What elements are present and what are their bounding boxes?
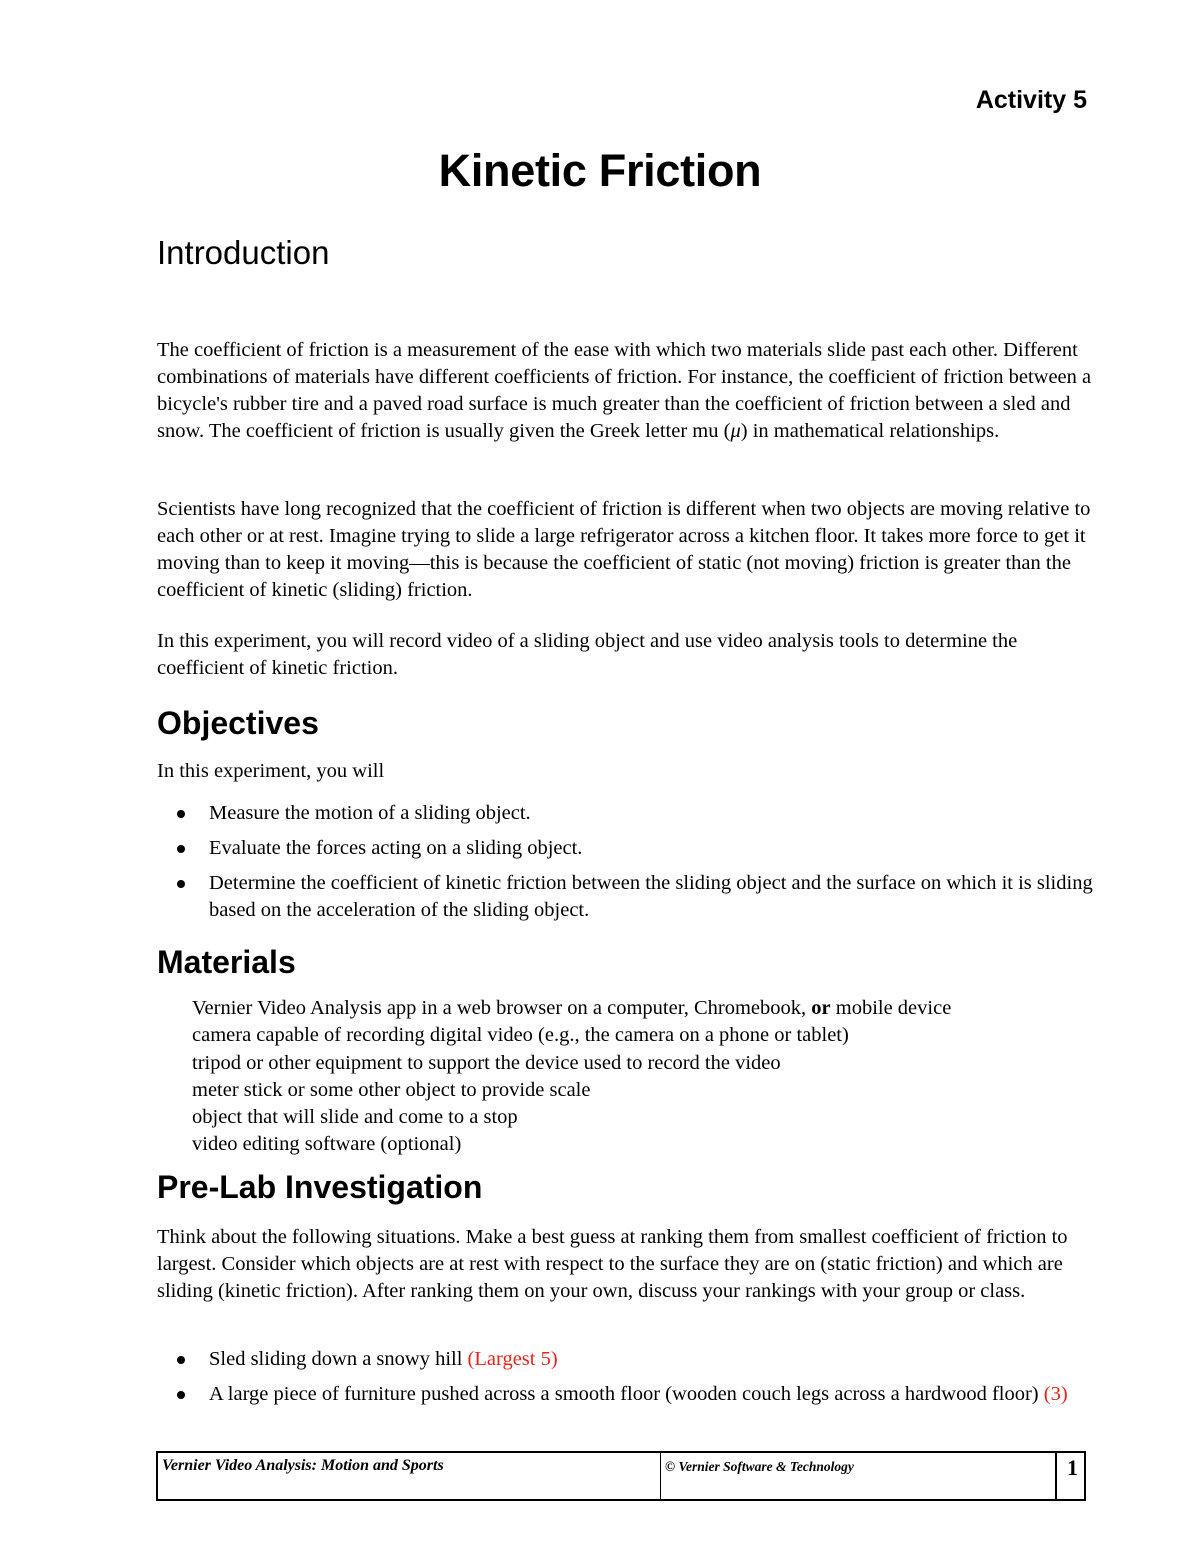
footer-copyright: © Vernier Software & Technology bbox=[661, 1453, 1057, 1499]
list-item-text: Measure the motion of a sliding object. bbox=[209, 802, 531, 824]
list-item: tripod or other equipment to support the device used to record the video bbox=[192, 1051, 781, 1074]
page-number: 1 bbox=[1067, 1455, 1078, 1480]
list-item: video editing software (optional) bbox=[192, 1133, 462, 1156]
list-item-text: Determine the coefficient of kinetic friction between the sliding object and the surface on which it is sliding based on the acceleration of the sliding object. bbox=[209, 872, 1093, 921]
list-item-bold: or bbox=[811, 997, 831, 1019]
materials-list bbox=[192, 995, 951, 1159]
list-item bbox=[157, 835, 1097, 862]
list-item bbox=[157, 800, 1097, 827]
objectives-lead: In this experiment, you will bbox=[157, 760, 385, 782]
bullet-icon bbox=[177, 880, 185, 888]
prelab-paragraph: Think about the following situations. Make a best guess at ranking them from smallest coefficient of friction to largest. Consider which objects are at rest with respect to the surface they are on (static friction) and which are sliding (kinetic friction). After ranking them on your own, discuss your rankings with your group or class. bbox=[157, 1226, 1068, 1302]
list-item-text: A large piece of furniture pushed across a smooth floor (wooden couch legs across a hardwood floor) bbox=[209, 1383, 1044, 1405]
list-item bbox=[192, 995, 951, 1022]
list-item bbox=[157, 1346, 1097, 1373]
footer-book-title: Vernier Video Analysis: Motion and Sports bbox=[158, 1453, 661, 1499]
objectives-list bbox=[157, 800, 1097, 932]
list-item: meter stick or some other object to provide scale bbox=[192, 1078, 591, 1101]
bullet-icon bbox=[177, 1391, 185, 1399]
list-item: object that will slide and come to a stop bbox=[192, 1106, 518, 1129]
page-footer bbox=[156, 1451, 1086, 1501]
introduction-paragraph-1-start: The coefficient of friction is a measurement of the ease with which two materials slide past each other. Different combinations of materials have different coefficients of friction. For instance, the coefficient of friction between a bicycle's rubber tire and a paved road surface is much greater than the coefficient of friction between a sled and snow. The coefficient of friction is usually given the Greek letter mu ( bbox=[157, 339, 1092, 442]
list-item-text: Evaluate the forces acting on a sliding object. bbox=[209, 837, 583, 859]
prelab-list bbox=[157, 1346, 1097, 1416]
materials-heading: Materials bbox=[157, 944, 296, 980]
introduction-paragraph-2: Scientists have long recognized that the coefficient of friction is different when two objects are moving relative to each other or at rest. Imagine trying to slide a large refrigerator across a kitchen floor. It takes more force to get it moving than to keep it moving—this is because the coefficient of static (not moving) friction is greater than the coefficient of kinetic (sliding) friction. bbox=[157, 498, 1091, 601]
list-item: camera capable of recording digital video (e.g., the camera on a phone or tablet) bbox=[192, 1024, 849, 1047]
list-item bbox=[157, 870, 1097, 924]
list-item-text: Vernier Video Analysis app in a web browser on a computer, Chromebook, bbox=[192, 997, 812, 1019]
list-item-text: Sled sliding down a snowy hill bbox=[209, 1348, 468, 1370]
prelab-heading: Pre-Lab Investigation bbox=[157, 1169, 483, 1205]
bullet-icon bbox=[177, 845, 185, 853]
bullet-icon bbox=[177, 1356, 185, 1364]
objectives-heading: Objectives bbox=[157, 705, 319, 741]
introduction-paragraph-1 bbox=[157, 337, 1097, 445]
introduction-heading: Introduction bbox=[157, 234, 330, 271]
page-title: Kinetic Friction bbox=[438, 145, 762, 196]
activity-label: Activity 5 bbox=[975, 86, 1087, 114]
mu-symbol: μ bbox=[730, 420, 741, 442]
introduction-paragraph-3: In this experiment, you will record video of a sliding object and use video analysis tools to determine the coefficient of kinetic friction. bbox=[157, 630, 1018, 679]
list-item-text: mobile device bbox=[830, 997, 952, 1019]
list-item bbox=[157, 1381, 1097, 1408]
ranking-note: (3) bbox=[1043, 1383, 1068, 1405]
introduction-paragraph-1-end: ) in mathematical relationships. bbox=[740, 420, 1000, 442]
bullet-icon bbox=[177, 810, 185, 818]
ranking-note: (Largest 5) bbox=[467, 1348, 558, 1370]
